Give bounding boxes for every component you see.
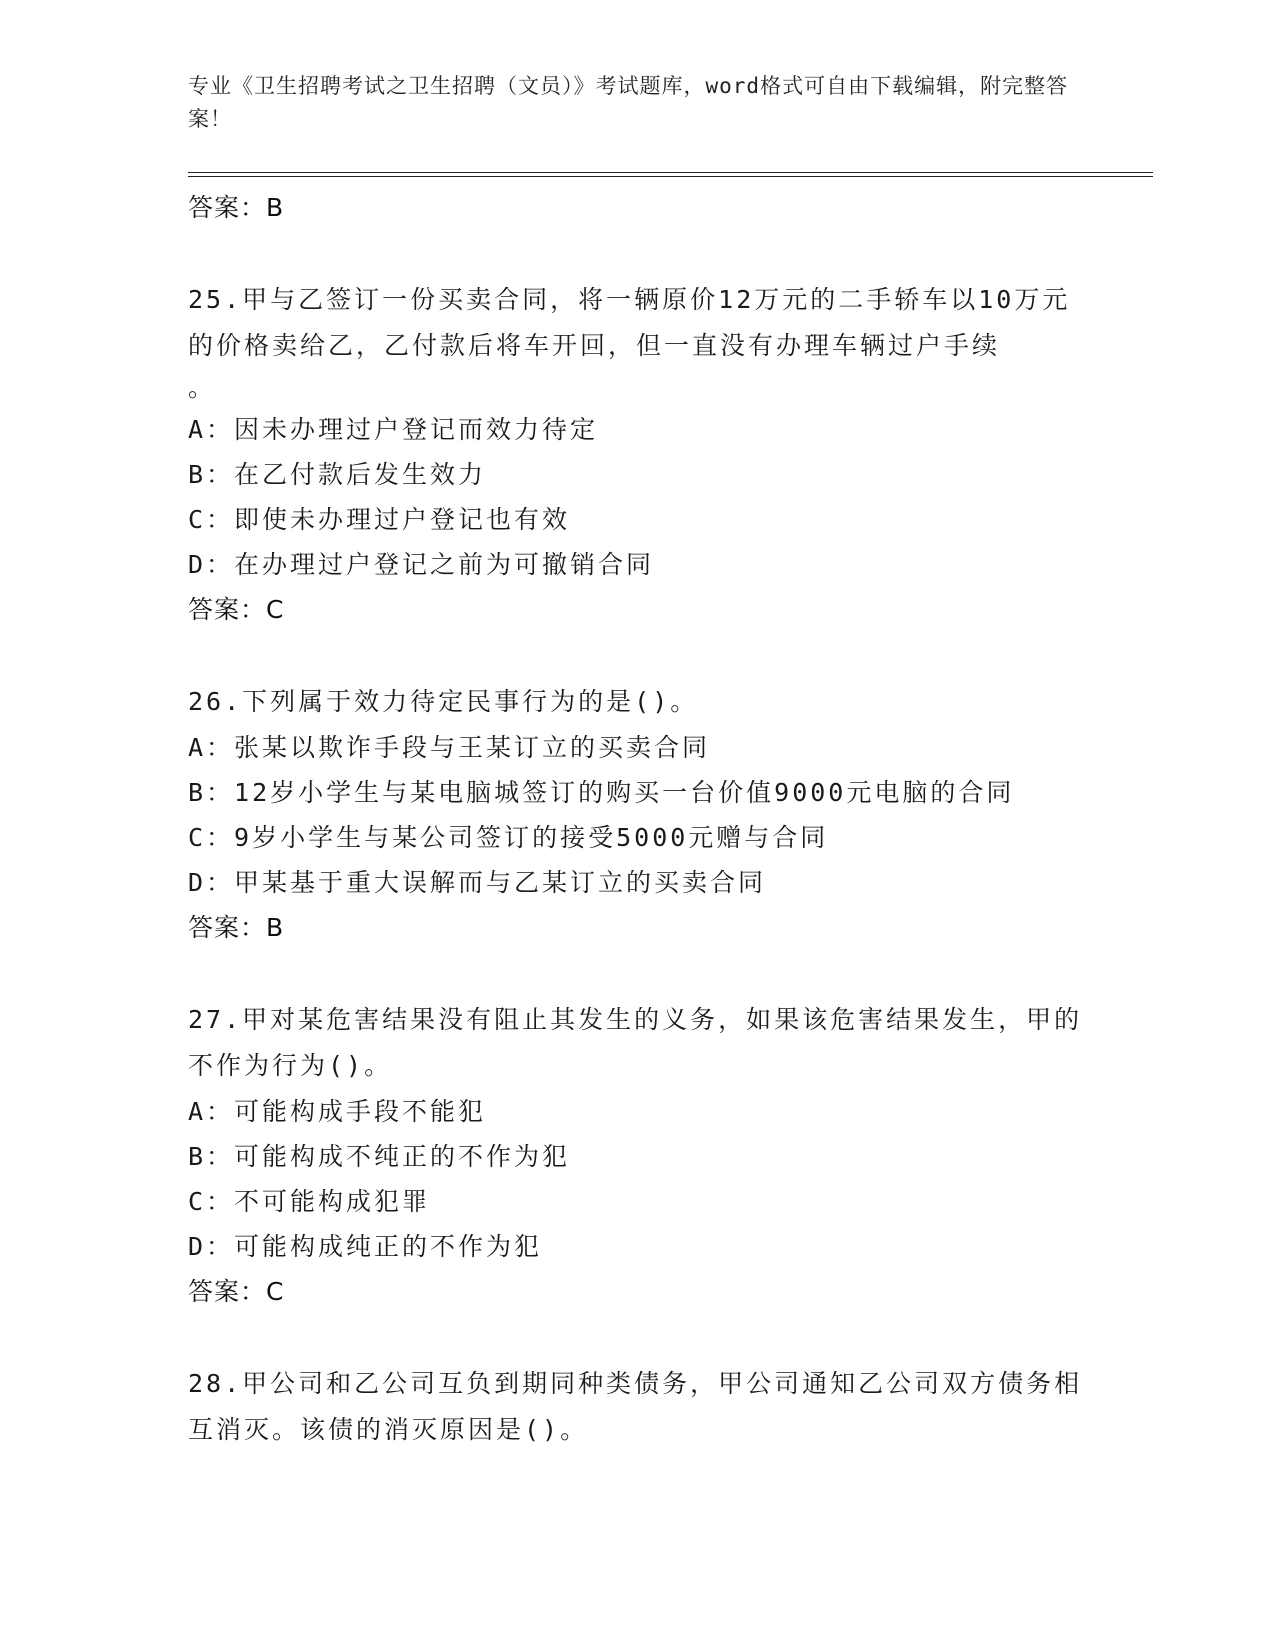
question-stem: 28.甲公司和乙公司互负到期同种类债务，甲公司通知乙公司双方债务相互消灭。该债的消灭原因是()。 <box>188 1369 1083 1444</box>
question-25 <box>188 277 1153 633</box>
option-d: D：甲某基于重大误解而与乙某订立的买卖合同 <box>188 868 767 897</box>
answer-line: 答案：B <box>188 913 285 942</box>
question-stem-tail: 。 <box>188 373 217 402</box>
answer-line: 答案：B <box>188 193 285 222</box>
option-d: D：在办理过户登记之前为可撤销合同 <box>188 550 655 579</box>
document-header: 专业《卫生招聘考试之卫生招聘（文员）》考试题库，word格式可自由下载编辑，附完整答案！ <box>188 74 1069 131</box>
answer-line: 答案：C <box>188 595 285 624</box>
option-c: C：9岁小学生与某公司签订的接受5000元赠与合同 <box>188 823 829 852</box>
question-stem: 26.下列属于效力待定民事行为的是()。 <box>188 687 699 716</box>
question-27 <box>188 997 1153 1315</box>
answer-line: 答案：C <box>188 1277 285 1306</box>
option-c: C：不可能构成犯罪 <box>188 1187 431 1216</box>
header-divider <box>188 172 1153 177</box>
option-b: B：12岁小学生与某电脑城签订的购买一台价值9000元电脑的合同 <box>188 778 1015 807</box>
option-a: A：可能构成手段不能犯 <box>188 1097 487 1126</box>
question-28 <box>188 1361 1153 1453</box>
option-a: A：因未办理过户登记而效力待定 <box>188 415 599 444</box>
option-b: B：在乙付款后发生效力 <box>188 460 487 489</box>
question-stem: 25.甲与乙签订一份买卖合同，将一辆原价12万元的二手轿车以10万元的价格卖给乙，乙付款后将车开回，但一直没有办理车辆过户手续 <box>188 285 1071 360</box>
question-stem: 27.甲对某危害结果没有阻止其发生的义务，如果该危害结果发生，甲的不作为行为()。 <box>188 1005 1083 1080</box>
question-26 <box>188 679 1153 951</box>
option-c: C：即使未办理过户登记也有效 <box>188 505 571 534</box>
document-page <box>188 70 1153 1453</box>
option-d: D：可能构成纯正的不作为犯 <box>188 1232 543 1261</box>
option-a: A：张某以欺诈手段与王某订立的买卖合同 <box>188 733 711 762</box>
option-b: B：可能构成不纯正的不作为犯 <box>188 1142 571 1171</box>
